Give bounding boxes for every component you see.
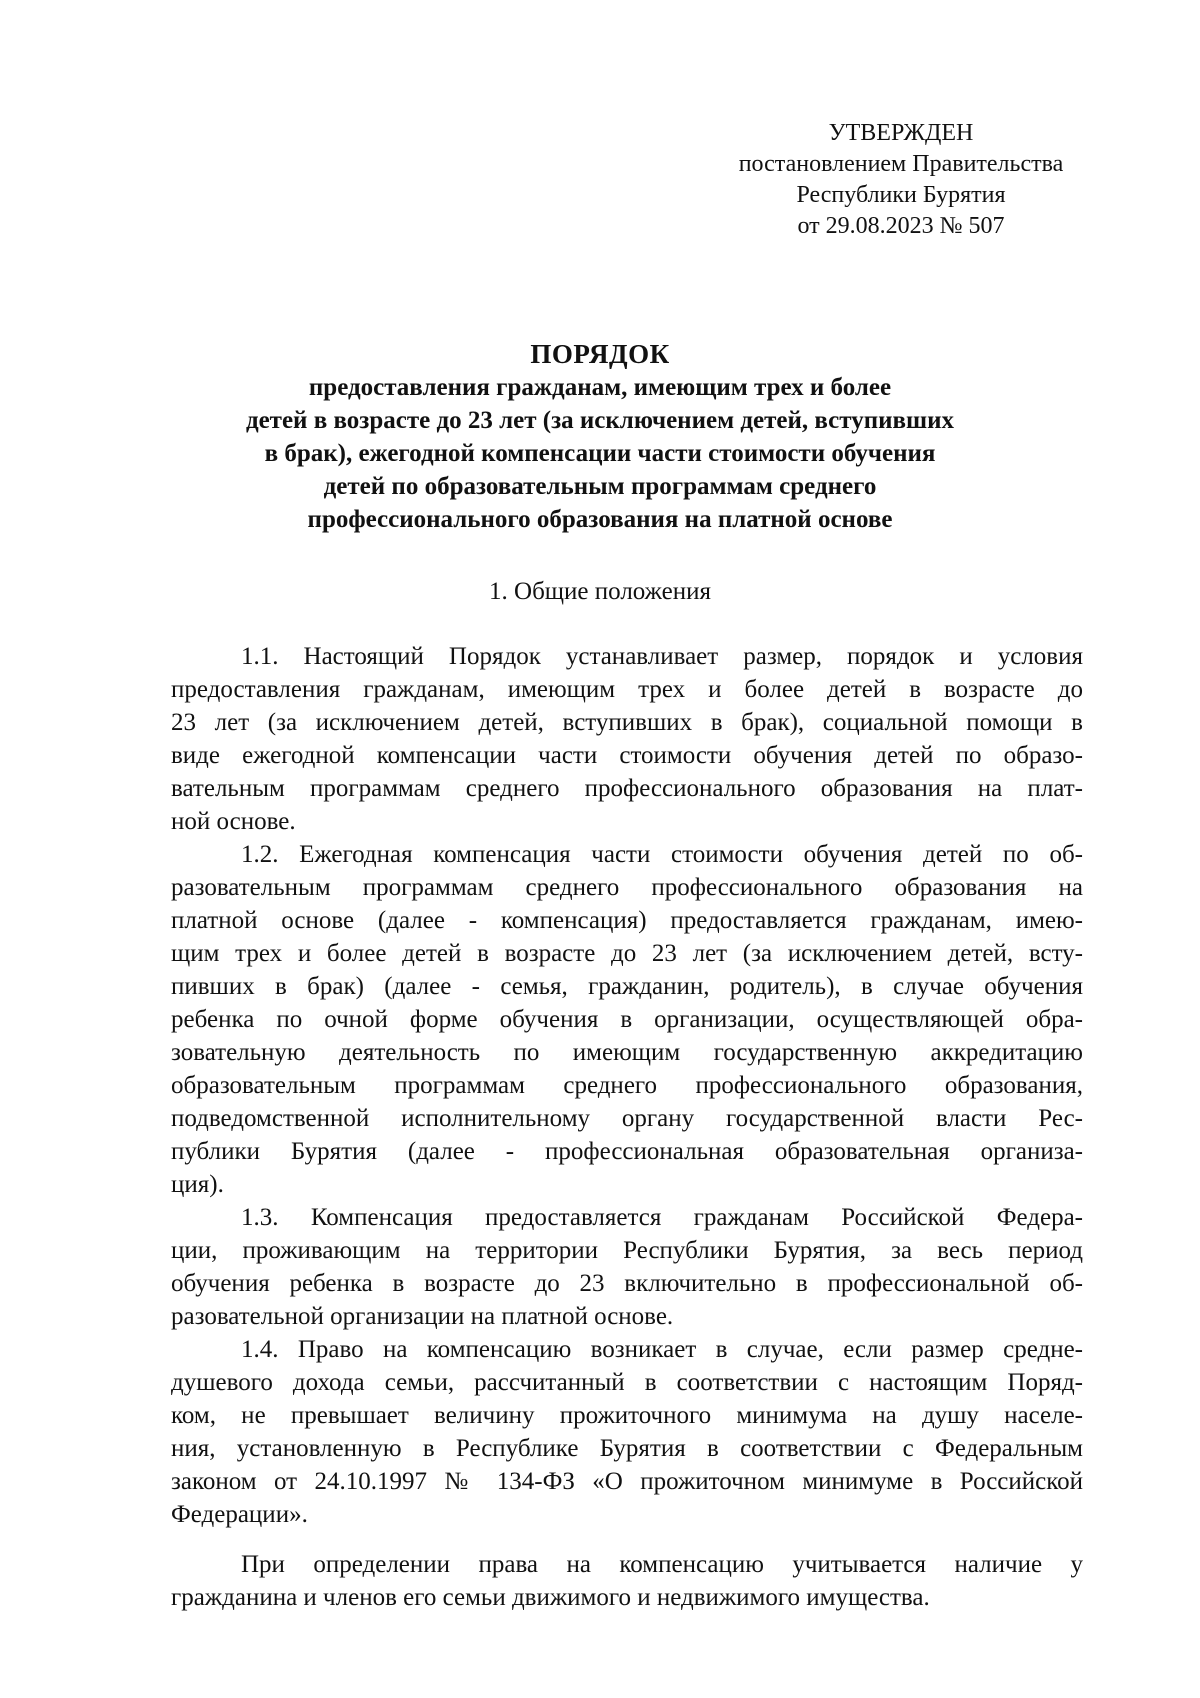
paragraph-1-1 <box>171 640 1083 838</box>
paragraph-1-4 <box>171 1333 1083 1531</box>
text-line: душевого дохода семьи, рассчитанный в соответствии с настоящим Поряд- <box>171 1369 1083 1396</box>
title-line: детей по образовательным программам среднего <box>323 473 877 500</box>
approval-line: постановлением Правительства <box>738 151 1064 177</box>
text-line: разовательным программам среднего профессионального образования на <box>171 874 1083 901</box>
text-line: платной основе (далее - компенсация) предоставляется гражданам, имею- <box>171 907 1083 934</box>
section-heading: 1. Общие положения <box>489 578 711 605</box>
text-line: 1.1. Настоящий Порядок устанавливает размер, порядок и условия <box>241 643 1083 670</box>
text-line: обучения ребенка в возрасте до 23 включительно в профессиональной об- <box>171 1270 1083 1297</box>
title-line: в брак), ежегодной компенсации части стоимости обучения <box>264 440 936 467</box>
title-line: детей в возрасте до 23 лет (за исключением детей, вступивших <box>245 407 955 434</box>
paragraph-property <box>171 1548 1083 1614</box>
text-line: публики Бурятия (далее - профессиональная образовательная организа- <box>171 1138 1083 1165</box>
text-line: 23 лет (за исключением детей, вступивших в брак), социальной помощи в <box>171 709 1083 736</box>
text-line: вательным программам среднего профессионального образования на плат- <box>171 775 1083 802</box>
text-line: подведомственной исполнительному органу государственной власти Рес- <box>171 1105 1083 1132</box>
text-line: ции, проживающим на территории Республики Бурятия, за весь период <box>171 1237 1083 1264</box>
title-heading: ПОРЯДОК <box>530 339 670 369</box>
title-line: профессионального образования на платной основе <box>307 506 893 533</box>
paragraph-1-2 <box>171 838 1083 1201</box>
text-line: гражданина и членов его семьи движимого и недвижимого имущества. <box>171 1584 930 1611</box>
text-line: 1.3. Компенсация предоставляется гражданам Российской Федера- <box>241 1204 1083 1231</box>
text-line: образовательным программам среднего профессионального образования, <box>171 1072 1083 1099</box>
text-line: виде ежегодной компенсации части стоимости обучения детей по образо- <box>171 742 1083 769</box>
document-body <box>171 640 1083 1614</box>
text-line: Федерации». <box>171 1501 308 1528</box>
text-line: При определении права на компенсацию учитывается наличие у <box>241 1551 1083 1578</box>
text-line: ция). <box>171 1171 224 1198</box>
title-line: предоставления гражданам, имеющим трех и более <box>308 374 892 401</box>
paragraph-1-3 <box>171 1201 1083 1333</box>
text-line: 1.4. Право на компенсацию возникает в случае, если размер средне- <box>241 1336 1083 1363</box>
document-title <box>180 337 1020 536</box>
text-line: ком, не превышает величину прожиточного минимума на душу населе- <box>171 1402 1083 1429</box>
text-line: зовательную деятельность по имеющим государственную аккредитацию <box>171 1039 1083 1066</box>
text-line: пивших в брак) (далее - семья, гражданин, родитель), в случае обучения <box>171 973 1083 1000</box>
text-line: ребенка по очной форме обучения в организации, осуществляющей обра- <box>171 1006 1083 1033</box>
text-line: щим трех и более детей в возрасте до 23 лет (за исключением детей, всту- <box>171 940 1083 967</box>
text-line: разовательной организации на платной основе. <box>171 1303 674 1330</box>
approval-line: Республики Бурятия <box>796 182 1006 208</box>
text-line: законом от 24.10.1997 № 134-ФЗ «О прожиточном минимуме в Российской <box>171 1468 1083 1495</box>
text-line: предоставления гражданам, имеющим трех и более детей в возрасте до <box>171 676 1083 703</box>
text-line: 1.2. Ежегодная компенсация части стоимости обучения детей по об- <box>241 841 1083 868</box>
text-line: ной основе. <box>171 808 296 835</box>
approval-date: от 29.08.2023 № 507 <box>797 213 1005 239</box>
approval-stamp <box>736 118 1066 242</box>
approval-title: УТВЕРЖДЕН <box>828 120 974 146</box>
text-line: ния, установленную в Республике Бурятия в соответствии с Федеральным <box>171 1435 1083 1462</box>
